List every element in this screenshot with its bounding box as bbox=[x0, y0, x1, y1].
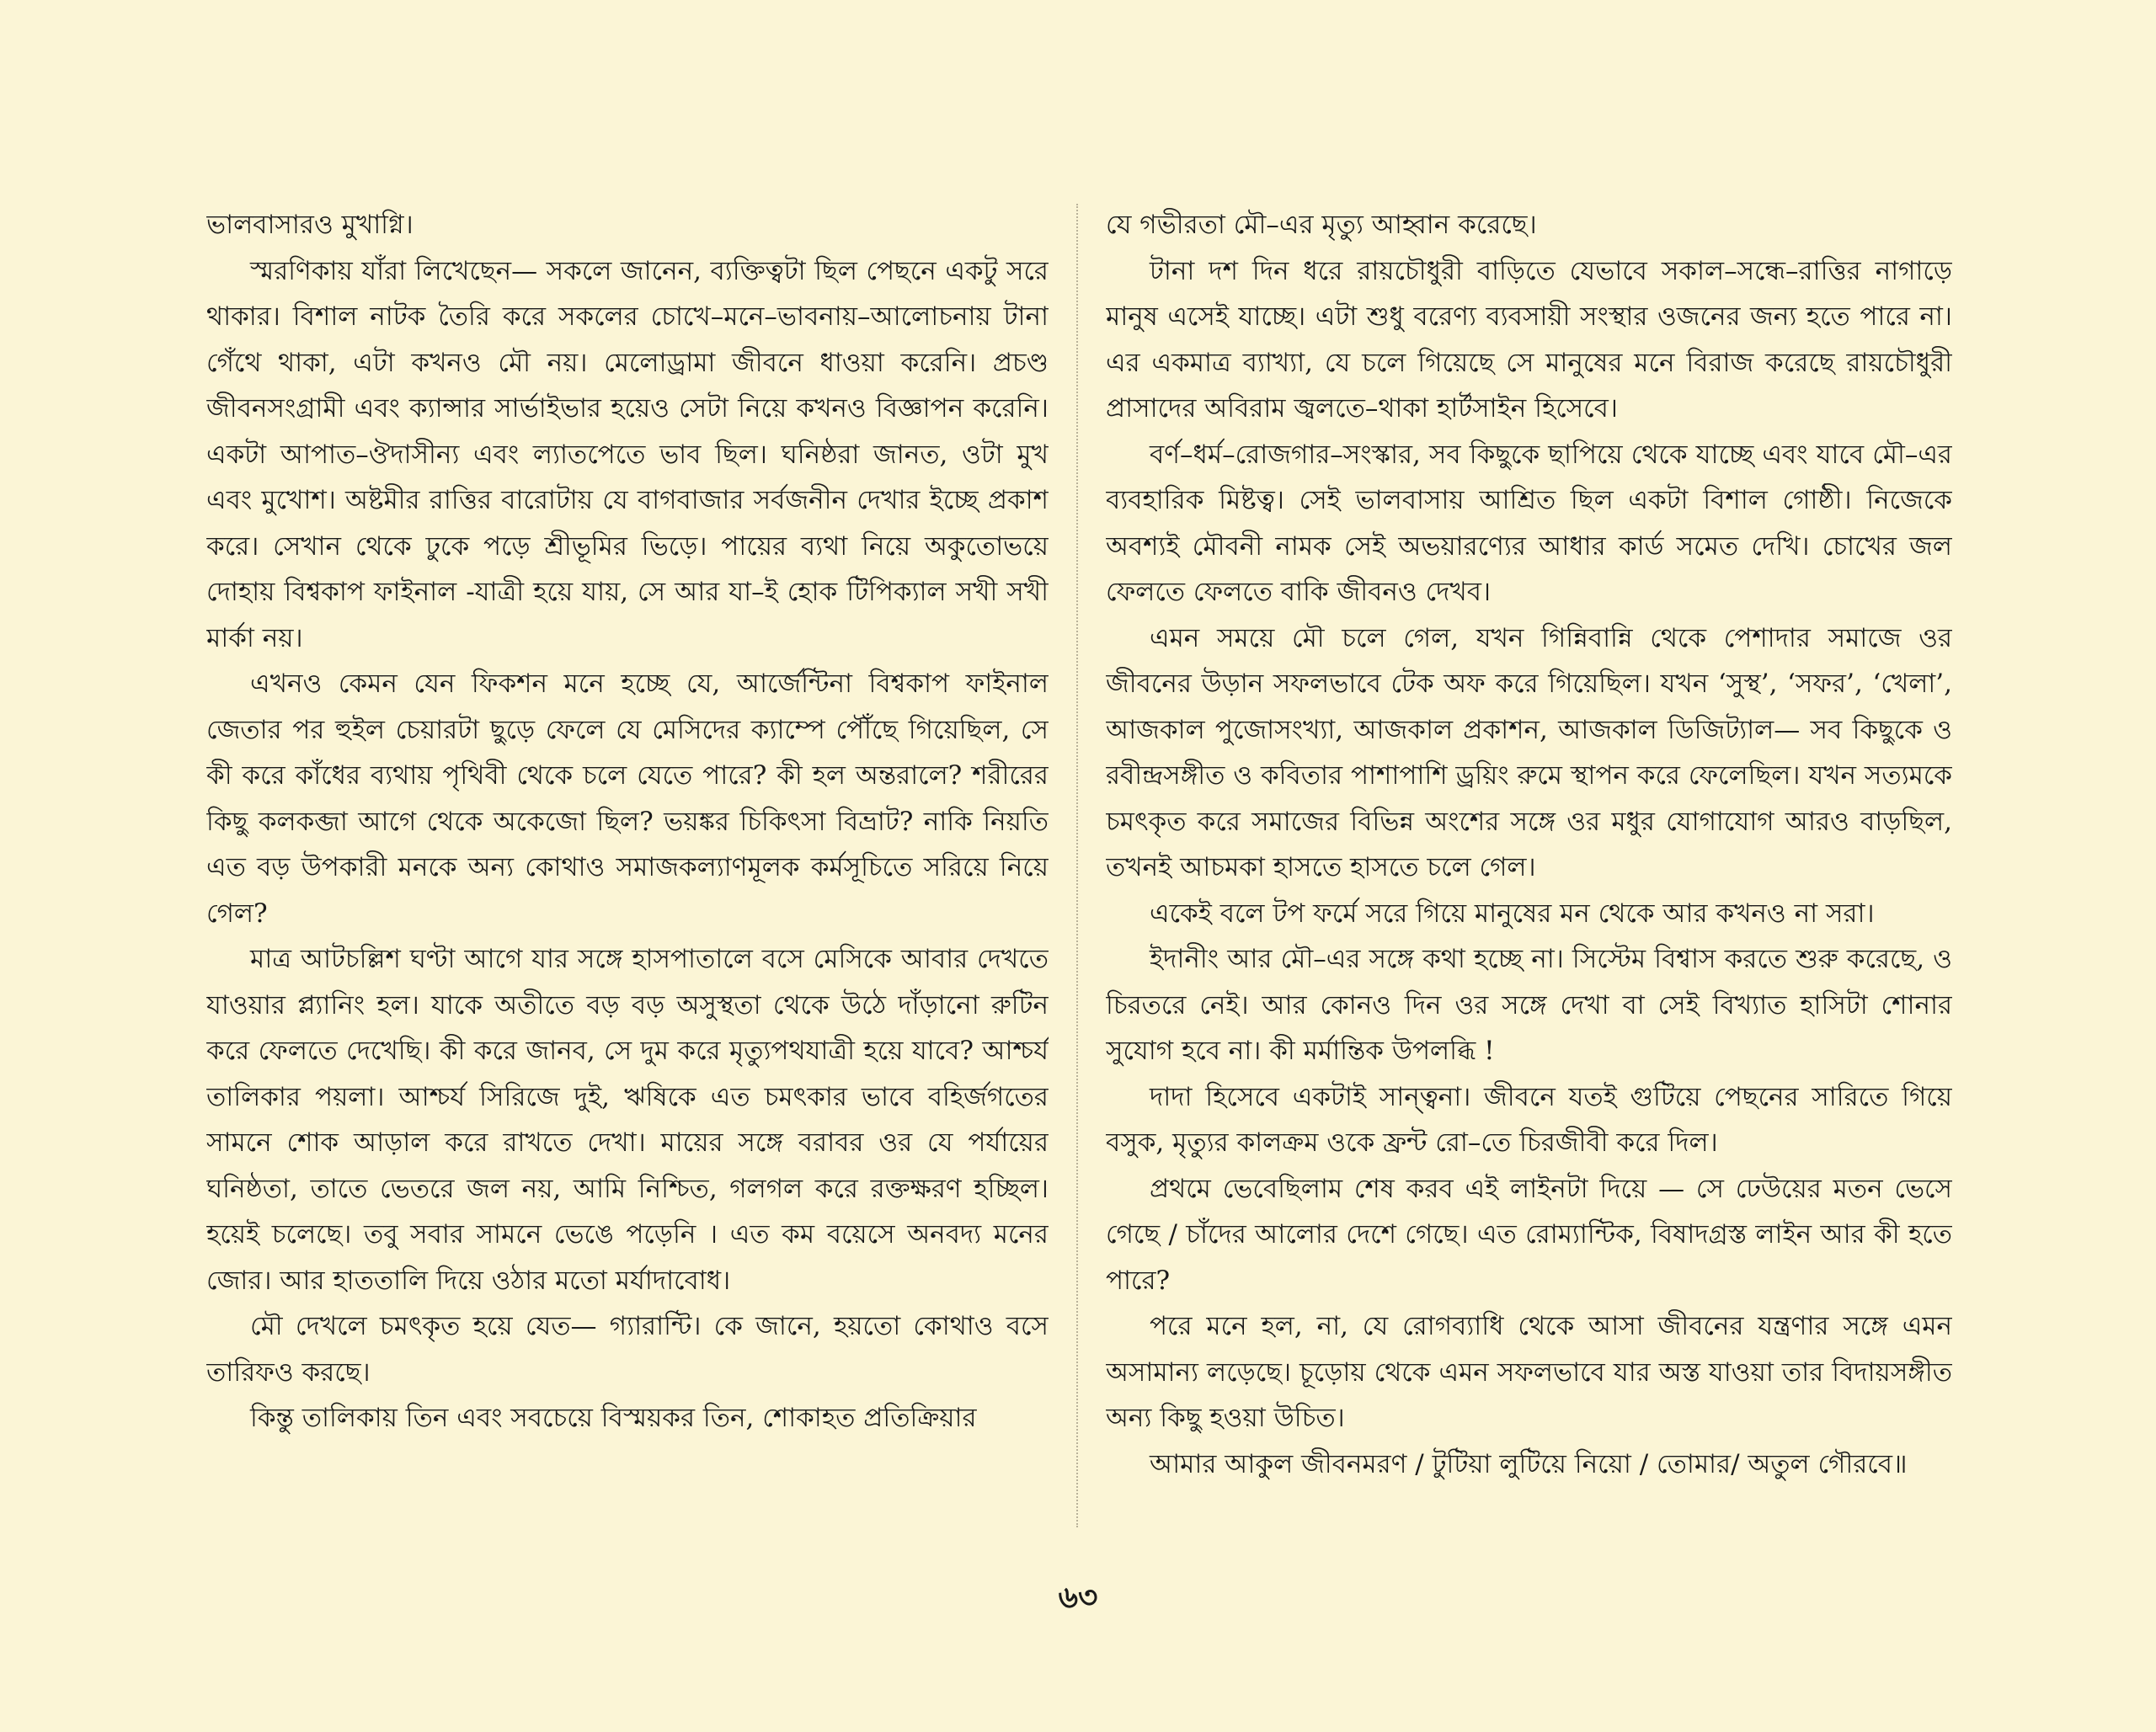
paragraph: বর্ণ–ধর্ম–রোজগার–সংস্কার, সব কিছুকে ছাপিয়ে থেকে যাচ্ছে এবং যাবে মৌ–এর ব্যবহারিক মিষ্টত্ব। সেই ভালবাসায় আশ্রিত ছিল একটা বিশাল গোষ্ঠী। নিজেকে অবশ্যই মৌবনী নামক সেই অভয়ারণ্যের আধার কার্ড সমেত দেখি। চোখের জল ফেলতে ফেলতে বাকি জীবনও দেখব। bbox=[1106, 439, 1952, 607]
paragraph: কিন্তু তালিকায় তিন এবং সবচেয়ে বিস্ময়কর তিন, শোকাহত প্রতিক্রিয়ার bbox=[250, 1403, 977, 1433]
paragraph: যে গভীরতা মৌ–এর মৃত্যু আহ্বান করেছে। bbox=[1106, 210, 1537, 240]
paragraph: প্রথমে ভেবেছিলাম শেষ করব এই লাইনটা দিয়ে — সে ঢেউয়ের মতন ভেসে গেছে / চাঁদের আলোর দেশে গেছে। এত রোম্যান্টিক, বিষাদগ্রস্ত লাইন আর কী হতে পারে? bbox=[1106, 1173, 1952, 1296]
paragraph: এমন সময়ে মৌ চলে গেল, যখন গিন্নিবান্নি থেকে পেশাদার সমাজে ওর জীবনের উড়ান সফলভাবে টেক অফ করে গিয়েছিল। যখন ‘সুস্থ’, ‘সফর’, ‘খেলা’, আজকাল পুজোসংখ্যা, আজকাল প্রকাশন, আজকাল ডিজিট্যাল— সব কিছুকে ও রবীন্দ্রসঙ্গীত ও কবিতার পাশাপাশি ড্রয়িং রুমে স্থাপন করে ফেলেছিল। যখন সত্যমকে চমৎকৃত করে সমাজের বিভিন্ন অংশের সঙ্গে ওর মধুর যোগাযোগ আরও বাড়ছিল, তখনই আচমকা হাসতে হাসতে চলে গেল। bbox=[1106, 622, 1952, 882]
paragraph: মাত্র আটচল্লিশ ঘণ্টা আগে যার সঙ্গে হাসপাতালে বসে মেসিকে আবার দেখতে যাওয়ার প্ল্যানিং হল। যাকে অতীতে বড় বড় অসুস্থতা থেকে উঠে দাঁড়ানো রুটিন করে ফেলতে দেখেছি। কী করে জানব, সে দুম করে মৃত্যুপথযাত্রী হয়ে যাবে? আশ্চর্য তালিকার পয়লা। আশ্চর্য সিরিজে দুই, ঋষিকে এত চমৎকার ভাবে বহির্জগতের সামনে শোক আড়াল করে রাখতে দেখা। মায়ের সঙ্গে বরাবর ওর যে পর্যায়ের ঘনিষ্ঠতা, তাতে ভেতরে জল নয়, আমি নিশ্চিত, গলগল করে রক্তক্ষরণ হচ্ছিল। হয়েই চলেছে। তবু সবার সামনে ভেঙে পড়েনি । এত কম বয়েসে অনবদ্য মনের জোর। আর হাততালি দিয়ে ওঠার মতো মর্যাদাবোধ। bbox=[206, 944, 1049, 1296]
paragraph: দাদা হিসেবে একটাই সান্ত্বনা। জীবনে যতই গুটিয়ে পেছনের সারিতে গিয়ে বসুক, মৃত্যুর কালক্রম ওকে ফ্রন্ট রো–তে চিরজীবী করে দিল। bbox=[1106, 1081, 1952, 1158]
column-divider bbox=[1076, 204, 1078, 1527]
paragraph: ভালবাসারও মুখাগ্নি। bbox=[206, 210, 414, 240]
paragraph: স্মরণিকায় যাঁরা লিখেছেন— সকলে জানেন, ব্যক্তিত্বটা ছিল পেছনে একটু সরে থাকার। বিশাল নাটক তৈরি করে সকলের চোখে–মনে–ভাবনায়–আলোচনায় টানা গেঁথে থাকা, এটা কখনও মৌ নয়। মেলোড্রামা জীবনে ধাওয়া করেনি। প্রচণ্ড জীবনসংগ্রামী এবং ক্যান্সার সার্ভাইভার হয়েও সেটা নিয়ে কখনও বিজ্ঞাপন করেনি। একটা আপাত–ঔদাসীন্য এবং ল্যাতপেতে ভাব ছিল। ঘনিষ্ঠরা জানত, ওটা মুখ এবং মুখোশ। অষ্টমীর রাত্তির বারোটায় যে বাগবাজার সর্বজনীন দেখার ইচ্ছে প্রকাশ করে। সেখান থেকে ঢুকে পড়ে শ্রীভূমির ভিড়ে। পায়ের ব্যথা নিয়ে অকুতোভয়ে দোহায় বিশ্বকাপ ফাইনাল -যাত্রী হয়ে যায়, সে আর যা–ই হোক টিপিক্যাল সখী সখী মার্কা নয়। bbox=[206, 255, 1049, 653]
paragraph: এখনও কেমন যেন ফিকশন মনে হচ্ছে যে, আর্জেন্টিনা বিশ্বকাপ ফাইনাল জেতার পর হুইল চেয়ারটা ছুড়ে ফেলে যে মেসিদের ক্যাম্পে পৌঁছে গিয়েছিল, সে কী করে কাঁধের ব্যথায় পৃথিবী থেকে চলে যেতে পারে? কী হল অন্তরালে? শরীরের কিছু কলকব্জা আগে থেকে অকেজো ছিল? ভয়ঙ্কর চিকিৎসা বিভ্রাট? নাকি নিয়তি এত বড় উপকারী মনকে অন্য কোথাও সমাজকল্যাণমূলক কর্মসূচিতে সরিয়ে নিয়ে গেল? bbox=[206, 669, 1049, 929]
left-column bbox=[206, 202, 1049, 1499]
paragraph: ইদানীং আর মৌ–এর সঙ্গে কথা হচ্ছে না। সিস্টেম বিশ্বাস করতে শুরু করেছে, ও চিরতরে নেই। আর কোনও দিন ওর সঙ্গে দেখা বা সেই বিখ্যাত হাসিটা শোনার সুযোগ হবে না। কী মর্মান্তিক উপলব্ধি ! bbox=[1106, 944, 1952, 1066]
page-number: ৬৩ bbox=[1058, 1580, 1098, 1615]
right-column bbox=[1106, 202, 1952, 1499]
paragraph: মৌ দেখলে চমৎকৃত হয়ে যেত— গ্যারান্টি। কে জানে, হয়তো কোথাও বসে তারিফও করছে। bbox=[206, 1311, 1049, 1388]
paragraph: পরে মনে হল, না, যে রোগব্যাধি থেকে আসা জীবনের যন্ত্রণার সঙ্গে এমন অসামান্য লড়েছে। চূড়োয় থেকে এমন সফলভাবে যার অস্ত যাওয়া তার বিদায়সঙ্গীত অন্য কিছু হওয়া উচিত। bbox=[1106, 1311, 1952, 1433]
paragraph: আমার আকুল জীবনমরণ / টুটিয়া লুটিয়ে নিয়ো / তোমার/ অতুল গৌরবে॥ bbox=[1150, 1448, 1908, 1479]
paragraph: একেই বলে টপ ফর্মে সরে গিয়ে মানুষের মন থেকে আর কখনও না সরা। bbox=[1150, 898, 1875, 929]
paragraph: টানা দশ দিন ধরে রায়চৌধুরী বাড়িতে যেভাবে সকাল–সন্ধে–রাত্তির নাগাড়ে মানুষ এসেই যাচ্ছে। এটা শুধু বরেণ্য ব্যবসায়ী সংস্থার ওজনের জন্য হতে পারে না। এর একমাত্র ব্যাখ্যা, যে চলে গিয়েছে সে মানুষের মনে বিরাজ করেছে রায়চৌধুরী প্রাসাদের অবিরাম জ্বলতে–থাকা হার্টসাইন হিসেবে। bbox=[1106, 255, 1952, 424]
